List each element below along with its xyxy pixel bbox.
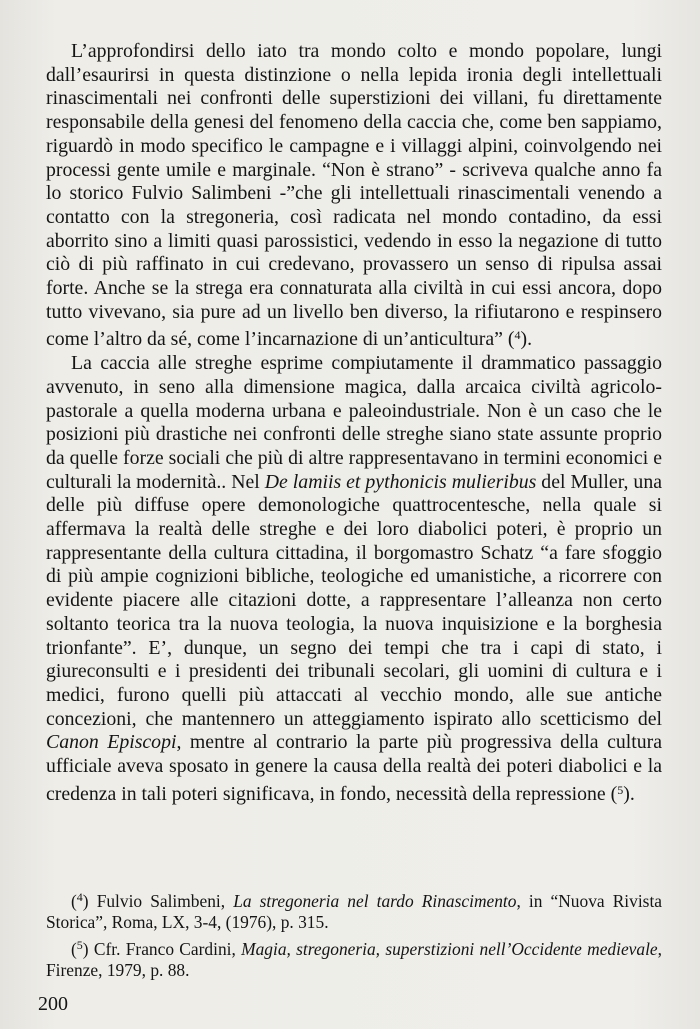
footnote-ref-4: 4 — [514, 328, 521, 343]
footnotes — [46, 887, 662, 983]
text-segment: del Muller, una delle più diffuse opere demonologiche quattrocentesche, nella quale si affermava la realtà delle streghe e dei loro diabolici poteri, è proprio un rappresentante della cultura cittadina, il borgomastro Schatz “a fare sfoggio di più ampie cognizioni bibliche, teologiche ed umanistiche, a ricorrere con evidente piacere alle citazioni dotte, a rappresentare l’alleanza non certo soltanto teorica tra la nuova teologia, la nuova inquisizione e la borghesia trionfante”. E’, dunque, un segno dei tempi che tra i capi di stato, i giureconsulti e i presidenti dei tribunali secolari, gli uomini di cultura e i medici, furono quelli più attaccati al vecchio mondo, alle sue antiche concezioni, che mantennero un atteggiamento ispirato allo scetticismo del — [46, 470, 662, 730]
text-segment: La caccia alle streghe esprime compiutamente il drammatico passaggio avvenuto, in seno alla dimensione magica, dalla arcaica civiltà agricolo-pastorale a quella moderna urbana e paleoindustriale. Non è un caso che le posizioni più drastiche nei confronti delle streghe siano state assunte proprio da quelle forze sociali che più di altre rappresentavano in termini economici e culturali la modernità.. Nel — [46, 352, 662, 493]
cited-title: Magia, stregoneria, superstizioni nell’Occidente medievale — [241, 939, 658, 959]
footnote-text: ( — [71, 891, 77, 911]
cited-title: La stregoneria nel tardo Rinascimento — [233, 891, 517, 911]
text-segment: ). — [520, 328, 533, 351]
footnote-number: 4 — [76, 890, 83, 904]
footnote-text: ( — [71, 939, 77, 959]
paragraph — [46, 352, 662, 806]
text-segment: ). — [623, 782, 635, 805]
footnote-text: ) Fulvio Salimbeni, — [82, 891, 234, 911]
footnote-text: ) Cfr. Franco Cardini, — [82, 939, 242, 959]
footnote-5 — [46, 935, 662, 980]
book-title: De lamiis et pythonicis mulieribus — [264, 470, 537, 493]
footnote-text: , Firenze, 1979, p. 88. — [46, 939, 662, 980]
text-segment: L’approfondirsi dello iato tra mondo colto e mondo popolare, lungi dall’esaurirsi in questa distinzione o nella lepida ironia degli intellettuali rinascimentali nei confronti delle superstizioni dei villani, fu direttamente responsabile della genesi del fenomeno della caccia che, come ben sappiamo, riguardò in modo specifico le campagne e i villaggi alpini, coinvolgendo nei processi gente umile e marginale. “Non è strano” - scriveva qualche anno fa lo storico Fulvio Salimbeni -”che gli intellettuali rinascimentali venendo a contatto con la stregoneria, così radicata nel mondo contadino, da essi aborrito sino a limiti quasi parossistici, vedendo in esso la negazione di tutto ciò di più raffinato in cui credevano, provassero un senso di ripulsa assai forte. Anche se la strega era connaturata alla civiltà in cui essi ancora, dopo tutto vivevano, sia pure ad un livello ben diverso, la rifiutarono e respinsero come l’altro da sé, come l’incarnazione di un’anticultura” ( — [46, 40, 662, 351]
paragraph — [46, 40, 662, 352]
footnote-ref-5: 5 — [617, 782, 624, 797]
text-segment: , mentre al contrario la parte più progressiva della cultura ufficiale aveva sposato in genere la causa della realtà dei poteri diabolici e la credenza in tali poteri significava, in fondo, necessità della repressione ( — [46, 731, 662, 805]
page-number: 200 — [38, 993, 68, 1015]
footnote-number: 5 — [76, 938, 83, 952]
body-text — [46, 40, 662, 807]
book-title: Canon Episcopi — [46, 731, 177, 754]
footnote-4 — [46, 887, 662, 932]
footnote-text: , in “Nuova Rivista Storica”, Roma, LX, 3-4, (1976), p. 315. — [46, 891, 662, 932]
